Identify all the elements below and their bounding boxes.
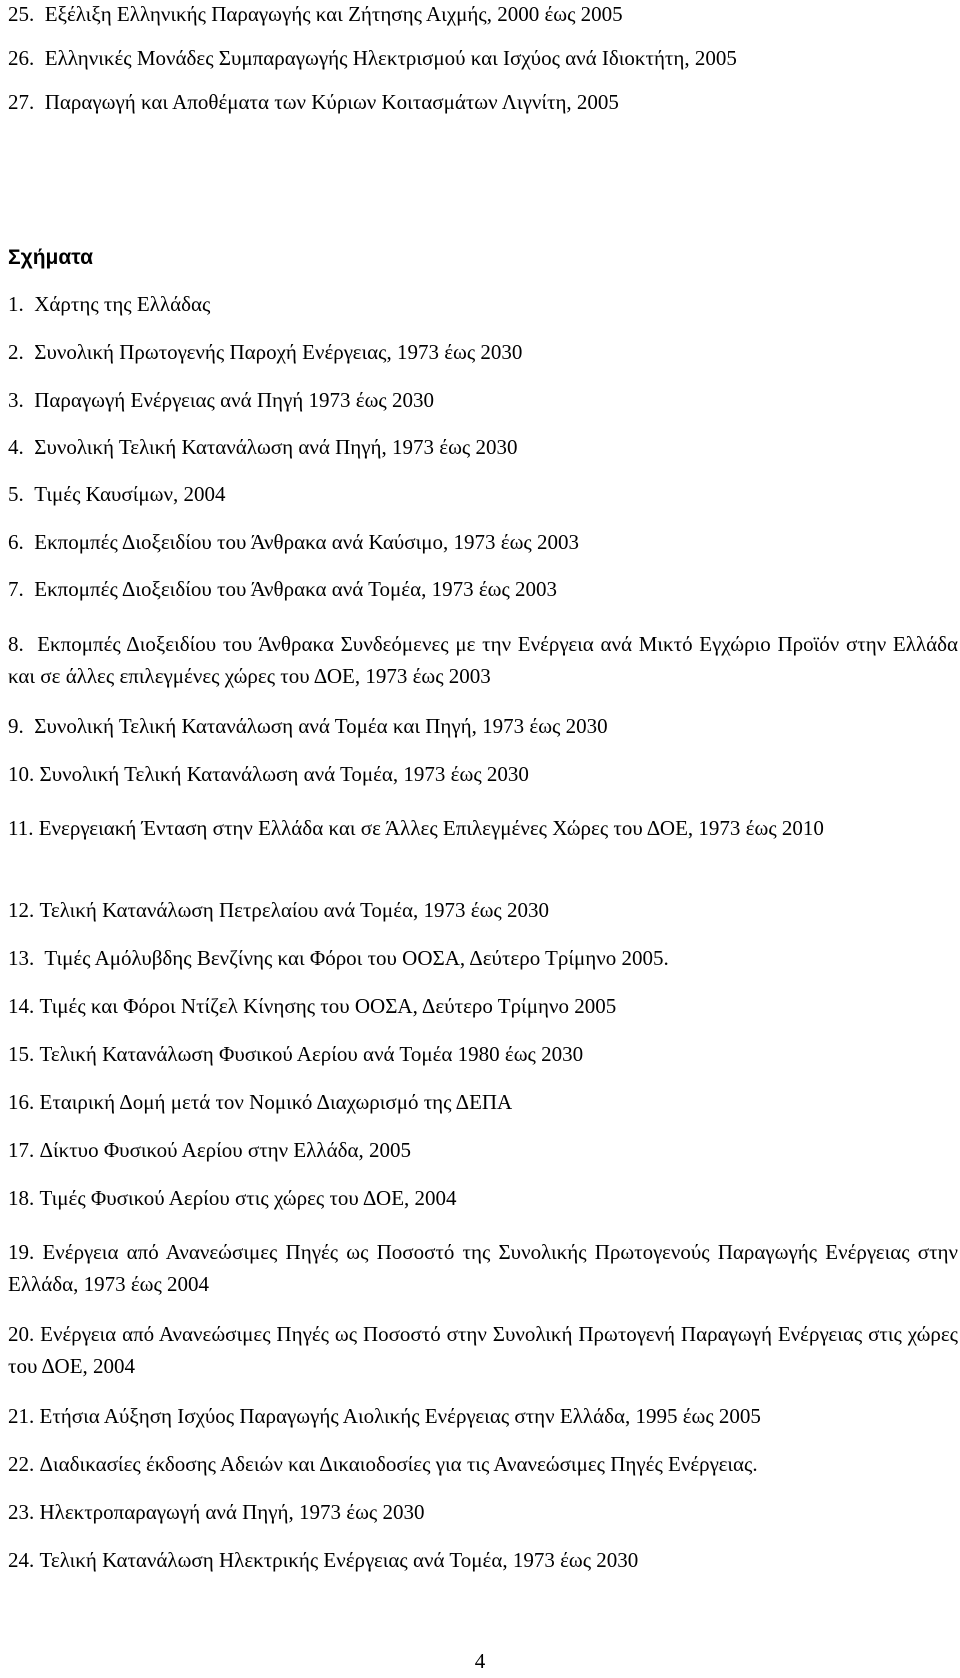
item-number: 5. <box>8 482 24 506</box>
item-number: 14. <box>8 994 35 1018</box>
item-text: Συνολική Τελική Κατανάλωση ανά Τομέα, 1973 έως 2030 <box>39 762 529 786</box>
figure-list-item <box>8 758 529 790</box>
item-text: Εταιρική Δομή μετά τον Νομικό Διαχωρισμό της ΔΕΠΑ <box>39 1090 513 1114</box>
figure-list-item <box>8 1448 758 1480</box>
item-number: 4. <box>8 435 24 459</box>
item-number: 1. <box>8 292 24 316</box>
item-number: 3. <box>8 388 24 412</box>
item-text: Παραγωγή και Αποθέματα των Κύριων Κοιτασμάτων Λιγνίτη, 2005 <box>44 90 619 114</box>
item-text: Τιμές Φυσικού Αερίου στις χώρες του ΔΟΕ, 2004 <box>39 1186 457 1210</box>
item-number: 7. <box>8 577 24 601</box>
item-number: 19. <box>8 1240 35 1264</box>
figure-list-item <box>8 628 958 692</box>
figure-list-item <box>8 478 225 510</box>
table-list-item <box>8 42 737 74</box>
item-text: Συνολική Πρωτογενής Παροχή Ενέργειας, 1973 έως 2030 <box>34 340 523 364</box>
item-number: 24. <box>8 1548 35 1572</box>
item-text: Ετήσια Αύξηση Ισχύος Παραγωγής Αιολικής Ενέργειας στην Ελλάδα, 1995 έως 2005 <box>39 1404 761 1428</box>
figure-list-item <box>8 526 579 558</box>
item-text: Συνολική Τελική Κατανάλωση ανά Πηγή, 1973 έως 2030 <box>34 435 518 459</box>
item-number: 8. <box>8 632 24 656</box>
item-text: Τελική Κατανάλωση Πετρελαίου ανά Τομέα, 1973 έως 2030 <box>39 898 549 922</box>
figure-list-item <box>8 336 522 368</box>
item-number: 25. <box>8 2 35 26</box>
item-number: 2. <box>8 340 24 364</box>
section-heading: Σχήματα <box>8 246 93 269</box>
figure-list-item <box>8 573 557 605</box>
item-number: 22. <box>8 1452 35 1476</box>
item-number: 16. <box>8 1090 35 1114</box>
item-text: Εκπομπές Διοξειδίου του Άνθρακα ανά Τομέα, 1973 έως 2003 <box>34 577 558 601</box>
item-text: Χάρτης της Ελλάδας <box>34 292 211 316</box>
item-text: Τιμές και Φόροι Ντίζελ Κίνησης του ΟΟΣΑ, Δεύτερο Τρίμηνο 2005 <box>39 994 617 1018</box>
item-text: Εκπομπές Διοξειδίου του Άνθρακα ανά Καύσιμο, 1973 έως 2003 <box>34 530 579 554</box>
figure-list-item <box>8 1544 638 1576</box>
figure-list-item <box>8 1038 583 1070</box>
item-number: 12. <box>8 898 35 922</box>
table-list-item <box>8 86 619 118</box>
item-text: Διαδικασίες έκδοσης Αδειών και Δικαιοδοσίες για τις Ανανεώσιμες Πηγές Ενέργειας. <box>39 1452 758 1476</box>
item-number: 10. <box>8 762 35 786</box>
item-text: Παραγωγή Ενέργειας ανά Πηγή 1973 έως 2030 <box>34 388 434 412</box>
item-number: 18. <box>8 1186 35 1210</box>
figure-list-item <box>8 1400 761 1432</box>
figure-list-item <box>8 1236 958 1300</box>
figure-list-item <box>8 384 434 416</box>
item-text: Δίκτυο Φυσικού Αερίου στην Ελλάδα, 2005 <box>39 1138 411 1162</box>
item-text: Τελική Κατανάλωση Ηλεκτρικής Ενέργειας ανά Τομέα, 1973 έως 2030 <box>39 1548 639 1572</box>
item-number: 11. <box>8 816 34 840</box>
item-text: Τιμές Αμόλυβδης Βενζίνης και Φόροι του ΟΟΣΑ, Δεύτερο Τρίμηνο 2005. <box>39 946 669 970</box>
figure-list-item <box>8 1496 424 1528</box>
item-text: Εκπομπές Διοξειδίου του Άνθρακα Συνδεόμενες με την Ενέργεια ανά Μικτό Εγχώριο Προϊόν στην Ελλάδα και σε άλλες επιλεγμένες χώρες του ΔΟΕ, 1973 έως 2003 <box>8 632 959 688</box>
item-number: 17. <box>8 1138 35 1162</box>
item-text: Συνολική Τελική Κατανάλωση ανά Τομέα και Πηγή, 1973 έως 2030 <box>34 714 608 738</box>
item-text: Ενέργεια από Ανανεώσιμες Πηγές ως Ποσοστό στην Συνολική Πρωτογενή Παραγωγή Ενέργειας στις χώρες του ΔΟΕ, 2004 <box>8 1322 958 1378</box>
item-text: Ηλεκτροπαραγωγή ανά Πηγή, 1973 έως 2030 <box>39 1500 425 1524</box>
figure-list-item <box>8 812 958 844</box>
page-number: 4 <box>474 1649 486 1673</box>
figure-list-item <box>8 710 608 742</box>
figure-list-item <box>8 1134 411 1166</box>
figure-list-item <box>8 431 517 463</box>
item-text: Τελική Κατανάλωση Φυσικού Αερίου ανά Τομέα 1980 έως 2030 <box>39 1042 584 1066</box>
item-text: Ενεργειακή Ένταση στην Ελλάδα και σε Άλλες Επιλεγμένες Χώρες του ΔΟΕ, 1973 έως 2010 <box>38 816 824 840</box>
figure-list-item <box>8 1086 512 1118</box>
item-number: 26. <box>8 46 35 70</box>
item-number: 13. <box>8 946 35 970</box>
item-number: 20. <box>8 1322 35 1346</box>
item-number: 6. <box>8 530 24 554</box>
item-text: Ελληνικές Μονάδες Συμπαραγωγής Ηλεκτρισμού και Ισχύος ανά Ιδιοκτήτη, 2005 <box>44 46 737 70</box>
figure-list-item <box>8 894 549 926</box>
item-number: 23. <box>8 1500 35 1524</box>
figure-list-item <box>8 942 669 974</box>
item-number: 21. <box>8 1404 35 1428</box>
table-list-item <box>8 0 623 30</box>
figure-list-item <box>8 1318 958 1382</box>
item-number: 27. <box>8 90 35 114</box>
item-text: Εξέλιξη Ελληνικής Παραγωγής και Ζήτησης Αιχμής, 2000 έως 2005 <box>44 2 623 26</box>
figure-list-item <box>8 1182 457 1214</box>
item-text: Ενέργεια από Ανανεώσιμες Πηγές ως Ποσοστό της Συνολικής Πρωτογενούς Παραγωγής Ενέργειας στην Ελλάδα, 1973 έως 2004 <box>8 1240 959 1296</box>
figure-list-item <box>8 288 210 320</box>
item-number: 15. <box>8 1042 35 1066</box>
figure-list-item <box>8 990 616 1022</box>
item-number: 9. <box>8 714 24 738</box>
item-text: Τιμές Καυσίμων, 2004 <box>34 482 226 506</box>
